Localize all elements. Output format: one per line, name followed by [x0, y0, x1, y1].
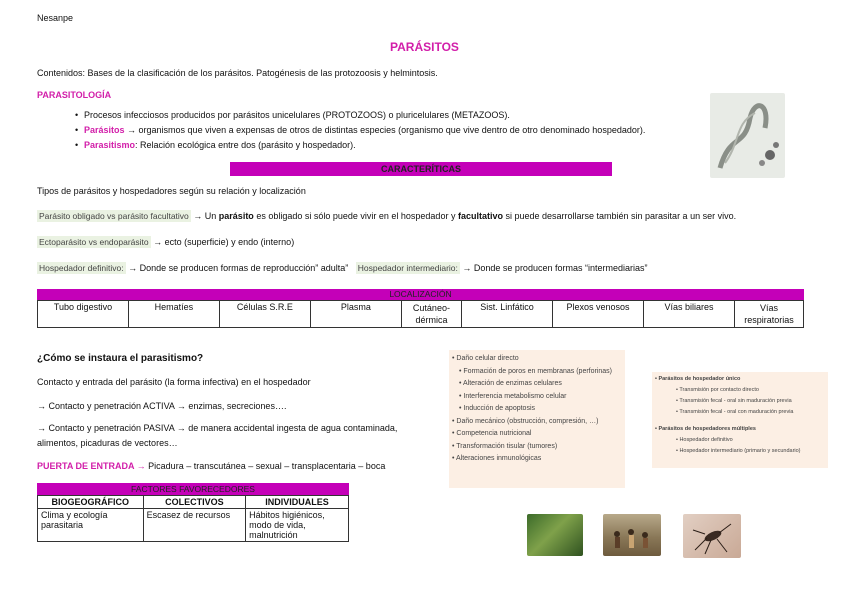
pasiva-line: → Contacto y penetración PASIVA → de manera accidental ingesta de agua contaminada, [37, 423, 398, 433]
instaura-question: ¿Cómo se instaura el parasitismo? [37, 353, 204, 364]
term-facultativo: facultativo [457, 211, 503, 221]
localizacion-table [37, 300, 804, 328]
table-cell: Cutáneo-dérmica [401, 301, 461, 328]
people-illustration [603, 514, 661, 556]
puerta-label: PUERTA DE ENTRADA → [37, 461, 146, 471]
line-text: → Donde se producen formas “intermediarias” [459, 263, 648, 273]
parasite-photo [710, 93, 785, 178]
table-cell: Plexos venosos [553, 301, 644, 328]
cell-line: Clima y ecología [41, 510, 108, 520]
table-cell: Vías respiratorias [734, 301, 803, 328]
activa-line: → Contacto y penetración ACTIVA → enzimas, secreciones…. [37, 401, 287, 411]
table-header: BIOGEOGRÁFICO [38, 496, 144, 509]
community-photo [603, 514, 661, 556]
hospedador-line [37, 263, 648, 273]
puerta-line [37, 461, 385, 471]
tag-hospedador-intermediario: Hospedador intermediario: [357, 263, 458, 273]
box-line: • Interferencia metabolismo celular [459, 392, 567, 400]
box-line: • Transmisión por contacto directo [676, 387, 759, 393]
cell-line: parasitaria [41, 520, 84, 530]
bullet-parasitos [75, 123, 645, 138]
climate-photo [527, 514, 583, 556]
bullet-text: → organismos que viven a expensas de otros de distintas especies (organismo que vive dentro de otro denominado hospedador). [124, 125, 646, 135]
factores-bar: FACTORES FAVORECEDORES [37, 483, 349, 495]
author-label: Nesanpe [37, 13, 74, 23]
puerta-text: Picadura – transcutánea – sexual – transplacentaria – boca [145, 461, 386, 471]
danos-box [449, 350, 625, 488]
box-line: • Parásitos de hospedador único [655, 376, 741, 382]
hospedadores-box [652, 372, 828, 468]
cell-line: Hábitos higiénicos, [249, 510, 325, 520]
box-line: • Daño celular directo [452, 355, 519, 362]
table-cell: Hematíes [128, 301, 219, 328]
tag-obligado-facultativo: Parásito obligado vs parásito facultativo [39, 211, 189, 221]
table-cell: Células S.R.E [219, 301, 310, 328]
table-cell: Vías biliares [643, 301, 734, 328]
pasiva-line-2: alimentos, picaduras de vectores… [37, 438, 178, 448]
tag-ecto-endo: Ectoparásito vs endoparásito [39, 237, 149, 247]
parasitologia-list [75, 108, 645, 153]
line-text: es obligado si sólo puede vivir en el hospedador y [253, 211, 458, 221]
bullet-parasitismo [75, 138, 645, 153]
section-heading-parasitologia: PARASITOLOGÍA [37, 90, 112, 100]
cell-line: modo de vida, [249, 520, 306, 530]
box-line: • Transformación tisular (tumores) [452, 442, 558, 450]
table-row [38, 509, 349, 542]
tipos-subtitle: Tipos de parásitos y hospedadores según su relación y localización [37, 186, 306, 196]
table-cell [143, 509, 246, 542]
line-text: → ecto (superficie) y endo (interno) [150, 237, 295, 247]
factores-table [37, 495, 349, 542]
page-title: PARÁSITOS [390, 40, 459, 54]
localizacion-bar: LOCALIZACIÓN [37, 289, 804, 300]
line-text: → Un [190, 211, 219, 221]
box-line: • Transmisión fecal - oral sin maduración previa [676, 398, 792, 404]
term-parasito: parásito [218, 211, 254, 221]
table-cell [246, 509, 349, 542]
mosquito-photo [683, 514, 741, 558]
cell-line: malnutrición [249, 530, 298, 540]
bullet-text: Procesos infecciosos producidos por parásitos unicelulares (PROTOZOOS) o pluricelulares (METAZOOS). [84, 110, 510, 120]
box-line: • Alteración de enzimas celulares [459, 380, 562, 387]
table-row [38, 301, 804, 328]
caracteristicas-bar: CARACTERÍTICAS [230, 162, 612, 176]
table-cell: Plasma [310, 301, 401, 328]
table-header: INDIVIDUALES [246, 496, 349, 509]
table-header-row [38, 496, 349, 509]
box-line: • Formación de poros en membranas (perforinas) [459, 367, 613, 375]
ecto-endo-line [37, 237, 294, 247]
table-cell: Tubo digestivo [38, 301, 129, 328]
term-parasitismo: Parasitismo [84, 140, 136, 150]
box-line: • Parásitos de hospedadores múltiples [655, 426, 756, 432]
box-line: • Hospedador intermediario (primario y secundario) [676, 448, 801, 454]
table-header: COLECTIVOS [143, 496, 246, 509]
parasite-illustration [710, 93, 785, 178]
box-line: • Competencia nutricional [452, 430, 532, 437]
box-line: • Hospedador definitivo [676, 437, 733, 443]
box-line: • Daño mecánico (obstrucción, compresión, …) [452, 417, 599, 425]
mosquito-illustration [683, 514, 741, 558]
box-line: • Inducción de apoptosis [459, 405, 536, 412]
line-text: si puede desarrollarse también sin parasitar a un ser vivo. [502, 211, 737, 221]
cell-line: Escasez de recursos [146, 510, 231, 520]
tag-hospedador-definitivo: Hospedador definitivo: [39, 263, 124, 273]
bullet-procesos [75, 108, 645, 123]
bullet-text: : Relación ecológica entre dos (parásito y hospedador). [135, 140, 356, 150]
table-cell: Sist. Linfático [462, 301, 553, 328]
line-text: → Donde se producen formas de reproducción” adulta” [125, 263, 349, 273]
obligado-line [37, 211, 736, 221]
contents-line: Contenidos: Bases de la clasificación de los parásitos. Patogénesis de las protozoosis y helmintosis. [37, 68, 438, 78]
box-line: • Transmisión fecal - oral con maduración previa [676, 409, 794, 415]
contacto-line: Contacto y entrada del parásito (la forma infectiva) en el hospedador [37, 377, 311, 387]
table-cell [38, 509, 144, 542]
term-parasitos: Parásitos [84, 125, 125, 135]
box-line: • Alteraciones inmunológicas [452, 455, 542, 462]
